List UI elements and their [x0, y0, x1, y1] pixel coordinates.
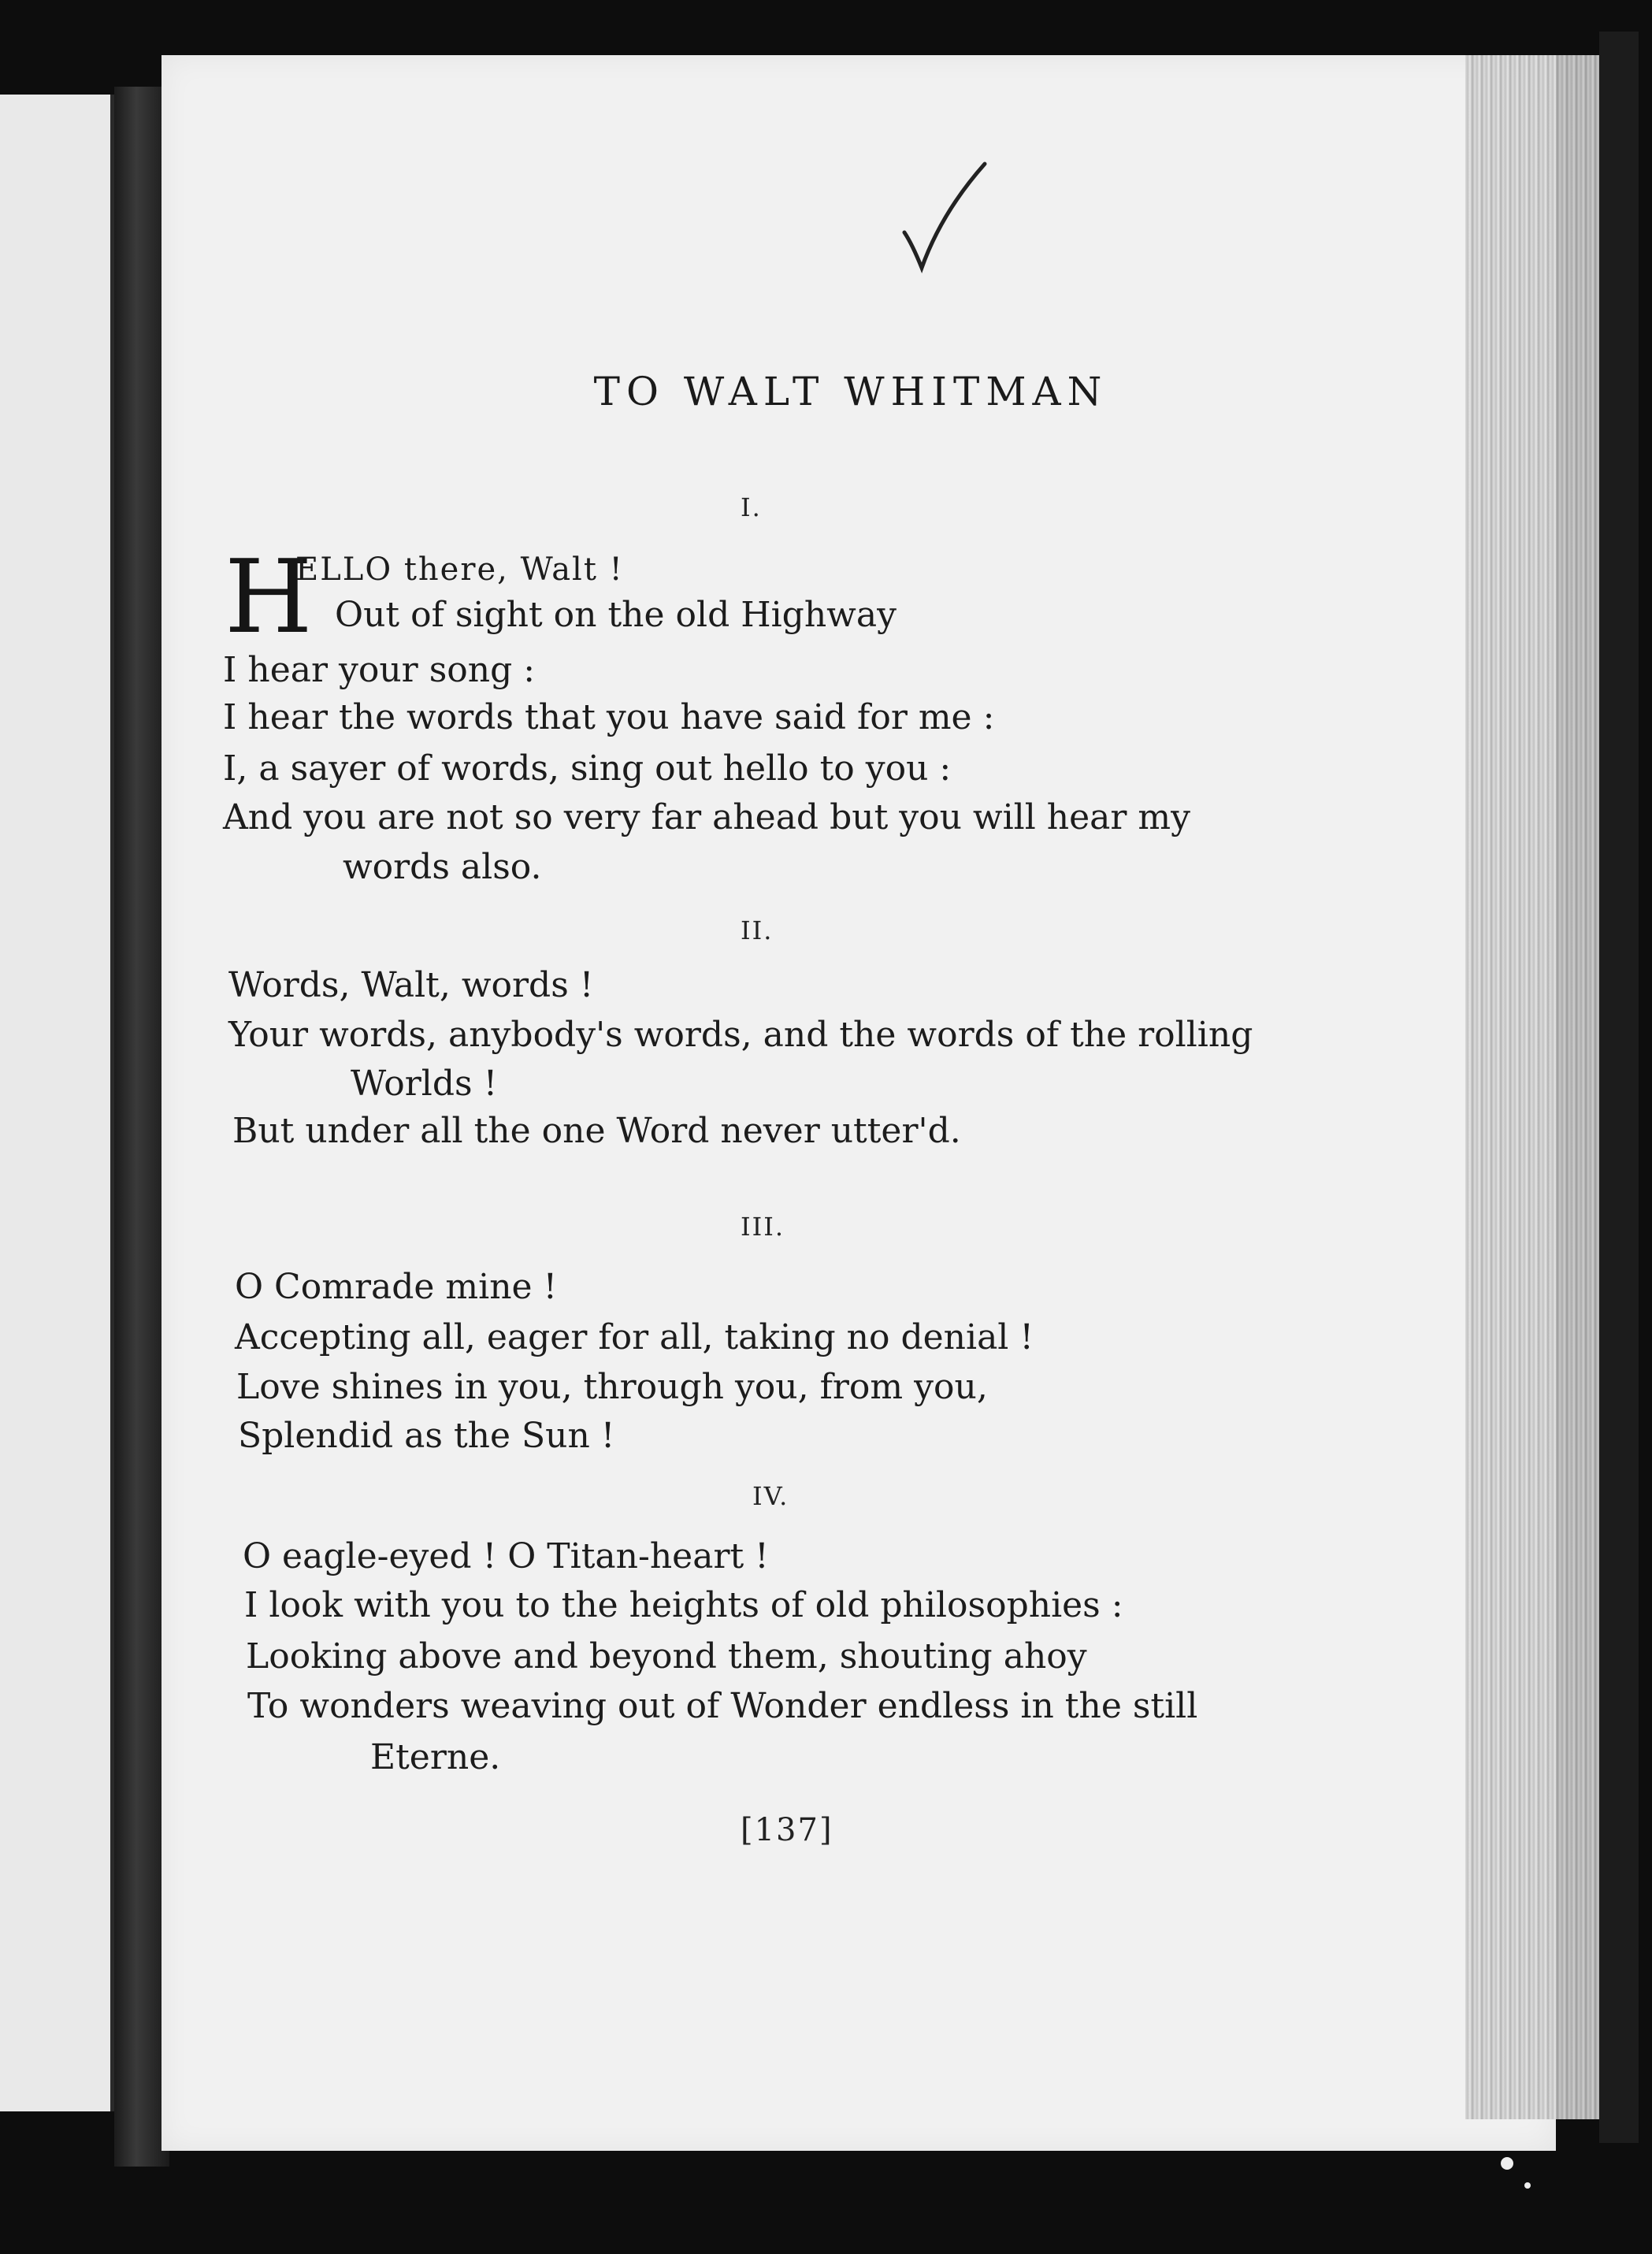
section-numeral-3: III. [741, 1212, 785, 1242]
drop-cap: H [225, 539, 313, 656]
poem-line: But under all the one Word never utter'd. [232, 1111, 961, 1151]
checkmark-icon [898, 158, 993, 276]
poem-line: I hear the words that you have said for me : [223, 697, 995, 737]
poem-line: And you are not so very far ahead but you will hear my [223, 797, 1191, 837]
section-numeral-2: II. [741, 915, 774, 945]
book-cover-edge [1599, 32, 1639, 2143]
poem-line: Looking above and beyond them, shouting ahoy [246, 1636, 1087, 1677]
poem-line: O Comrade mine ! [235, 1267, 558, 1307]
page-number: [137] [741, 1812, 833, 1848]
poem-line: O eagle-eyed ! O Titan-heart ! [243, 1536, 769, 1576]
poem-line: Out of sight on the old Highway [335, 595, 897, 635]
previous-page-edge [0, 95, 115, 2111]
poem-line: ELLO there, Walt ! [295, 551, 624, 588]
poem-line: I hear your song : [223, 650, 536, 690]
poem-line: To wonders weaving out of Wonder endless in the still [247, 1686, 1198, 1726]
poem-line: Accepting all, eager for all, taking no denial ! [235, 1317, 1034, 1357]
dust-speck [1524, 2182, 1531, 2189]
poem-line: I, a sayer of words, sing out hello to you : [223, 748, 952, 789]
poem-line: Splendid as the Sun ! [238, 1416, 615, 1456]
poem-line: Eterne. [370, 1737, 501, 1777]
poem-line: Worlds ! [351, 1064, 498, 1104]
section-numeral-4: IV. [752, 1481, 789, 1511]
dust-speck [1501, 2157, 1513, 2170]
poem-line: words also. [343, 847, 542, 887]
page-stack-edges [1465, 55, 1599, 2119]
poem-line: Your words, anybody's words, and the words of the rolling [228, 1015, 1253, 1055]
poem-line: Love shines in you, through you, from you, [236, 1367, 988, 1407]
poem-line: Words, Walt, words ! [228, 965, 594, 1005]
poem-title: TO WALT WHITMAN [593, 369, 1108, 414]
poem-line: I look with you to the heights of old philosophies : [244, 1585, 1123, 1625]
section-numeral-1: I. [741, 492, 762, 522]
